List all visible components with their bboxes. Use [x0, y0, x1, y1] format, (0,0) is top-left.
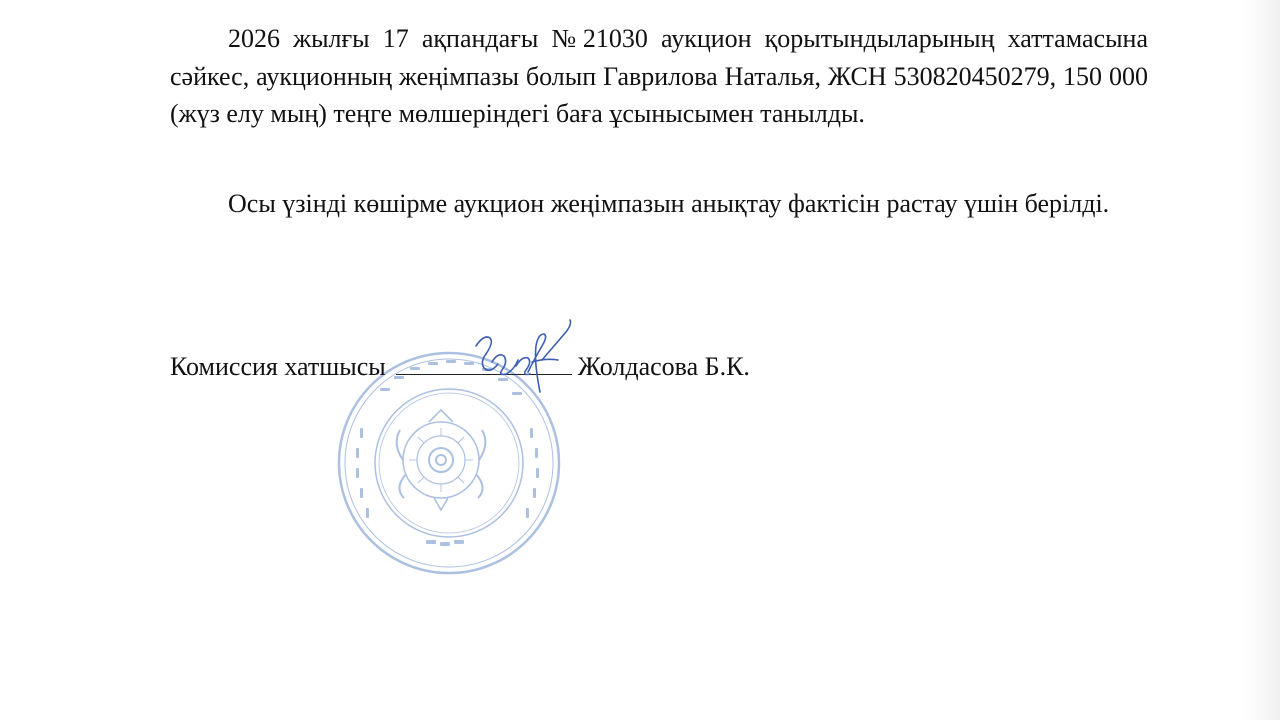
purpose-paragraph: Осы үзінді көшірме аукцион жеңімпазын анықтау фактісін растау үшін берілді. — [228, 189, 1110, 218]
protocol-paragraph: 2026 жылғы 17 ақпандағы №21030 аукцион қорытындыларының хаттамасына сәйкес, аукционның жеңімпазы болып Гаврилова Наталья, ЖСН 530820450279, 150 000 (жүз елу мың) теңге мөлшеріндегі баға ұсынысымен танылды. — [170, 24, 1148, 128]
signer-name: Жолдасова Б.К. — [577, 352, 750, 381]
handwritten-signature-icon — [462, 316, 580, 396]
page-edge-shadow — [1240, 0, 1280, 720]
signature-line — [170, 346, 750, 386]
signer-position: Комиссия хатшысы — [170, 352, 386, 381]
